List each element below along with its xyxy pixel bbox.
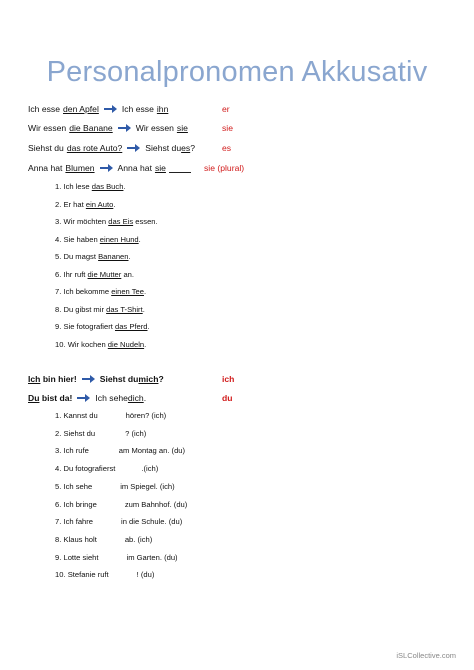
- example-pronoun: mich: [138, 374, 159, 384]
- example-object: den Apfel: [63, 104, 99, 114]
- list-item: 8. Du gibst mir das T-Shirt.: [55, 304, 145, 314]
- arrow-right-icon: [100, 164, 113, 172]
- example-text: bin hier!: [42, 374, 77, 384]
- pronoun-label: sie: [222, 123, 233, 133]
- example-row: [28, 104, 168, 114]
- example-subject: Du: [28, 393, 40, 403]
- example-row: [28, 143, 195, 153]
- arrow-right-icon: [127, 144, 140, 152]
- list-item: 7. Ich fahre in die Schule. (du): [55, 517, 183, 527]
- example-text: Ich esse: [121, 104, 154, 114]
- answer-blank[interactable]: [169, 164, 191, 173]
- arrow-right-icon: [104, 105, 117, 113]
- list-item: 5. Ich sehe im Spiegel. (ich): [55, 481, 175, 491]
- example-text: Siehst du: [28, 143, 64, 153]
- arrow-right-icon: [77, 394, 90, 402]
- example-pronoun: es: [181, 143, 191, 153]
- list-item: 3. Wir möchten das Eis essen.: [55, 217, 158, 226]
- list-item: 6. Ich bringe zum Bahnhof. (du): [55, 499, 188, 509]
- list-item: 1. Kannst du hören? (ich): [55, 411, 167, 420]
- site-watermark: iSLCollective.com: [396, 651, 456, 660]
- example-object: die Banane: [69, 123, 113, 133]
- list-item: 3. Ich rufe am Montag an. (du): [55, 446, 186, 456]
- pronoun-label: ich: [222, 374, 235, 384]
- example-subject: Ich: [28, 374, 41, 384]
- list-item: 6. Ihr ruft die Mutter an.: [55, 269, 134, 279]
- example-pronoun: sie: [176, 123, 188, 133]
- example-pronoun: dich: [127, 393, 144, 403]
- example-text: Siehst du: [145, 143, 182, 153]
- example-row: Du bist da! Ich sehe dich.: [28, 393, 147, 403]
- list-item: 4. Sie haben einen Hund.: [55, 234, 141, 244]
- example-text: Ich sehe: [95, 393, 128, 403]
- example-text: Anna hat: [28, 163, 63, 173]
- example-object: Blumen: [65, 163, 95, 173]
- example-row: [28, 123, 188, 133]
- list-item: 1. Ich lese das Buch.: [55, 182, 126, 191]
- pronoun-label: es: [222, 143, 232, 153]
- pronoun-label: sie (plural): [204, 163, 245, 173]
- example-text: Wir essen: [28, 123, 67, 133]
- example-text: ?: [190, 143, 195, 153]
- arrow-right-icon: [82, 375, 95, 383]
- arrow-right-icon: [118, 124, 131, 132]
- list-item: 10. Stefanie ruft ! (du): [55, 570, 155, 580]
- example-text: Anna hat: [117, 163, 152, 173]
- example-text: Wir essen: [135, 123, 174, 133]
- list-item: 8. Klaus holt ab. (ich): [55, 534, 153, 544]
- example-row: Ich bin hier! Siehst du mich?: [28, 374, 164, 384]
- pronoun-label: er: [222, 104, 230, 114]
- list-item: 2. Er hat ein Auto.: [55, 199, 116, 209]
- example-text: bist da!: [41, 393, 73, 403]
- example-text: Ich esse: [28, 104, 61, 114]
- example-row: [28, 163, 191, 173]
- example-pronoun: ihn: [156, 104, 169, 114]
- list-item: 7. Ich bekomme einen Tee.: [55, 287, 147, 296]
- example-object: das rote Auto?: [66, 143, 123, 153]
- list-item: 10. Wir kochen die Nudeln.: [55, 339, 147, 349]
- list-item: 2. Siehst du ? (ich): [55, 428, 147, 438]
- list-item: 5. Du magst Bananen.: [55, 252, 131, 261]
- pronoun-label: du: [222, 393, 233, 403]
- example-text: Siehst du: [99, 374, 139, 384]
- list-item: 9. Lotte sieht im Garten. (du): [55, 552, 178, 562]
- page-title: Personalpronomen Akkusativ: [46, 56, 428, 88]
- list-item: 4. Du fotografierst .(ich): [55, 464, 159, 474]
- list-item: 9. Sie fotografiert das Pferd.: [55, 322, 150, 331]
- example-pronoun: sie: [154, 163, 166, 173]
